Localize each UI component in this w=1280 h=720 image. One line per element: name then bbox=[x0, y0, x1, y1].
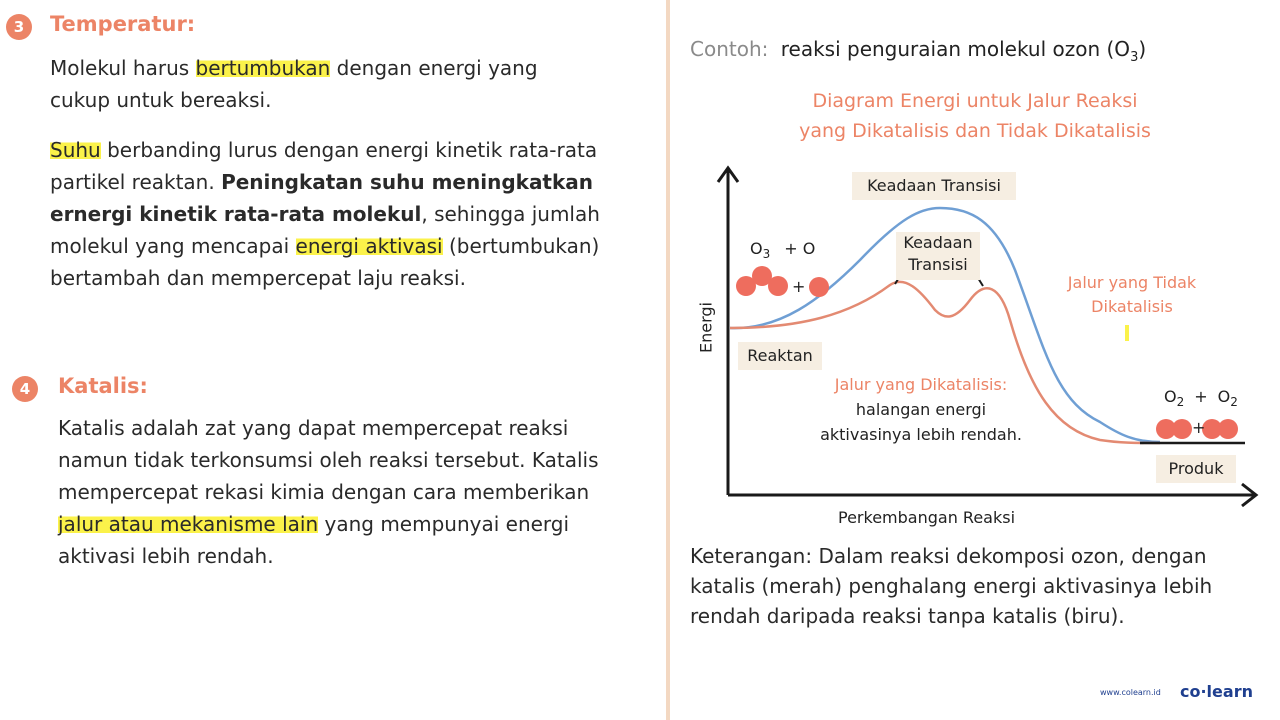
highlight-bertumbukan: bertumbukan bbox=[195, 56, 331, 80]
text-span: berbanding lurus dengan energi kinetik rata-rata bbox=[100, 138, 598, 162]
example-text: reaksi penguraian molekul ozon (O bbox=[780, 37, 1131, 61]
y-axis-label-wrap bbox=[686, 300, 726, 360]
o2-atom-2 bbox=[1172, 419, 1192, 439]
catalyzed-path-label-3: aktivasinya lebih rendah. bbox=[820, 425, 1022, 444]
product-plus-formula: + bbox=[1194, 387, 1208, 406]
highlight-energi-aktivasi: energi aktivasi bbox=[295, 234, 443, 258]
y-axis-label: Energi bbox=[696, 302, 716, 353]
column-divider bbox=[666, 0, 670, 720]
x-axis-label: Perkembangan Reaksi bbox=[838, 508, 1016, 527]
text-span: (bertumbukan) bbox=[442, 234, 600, 258]
reactant-formula bbox=[750, 238, 815, 265]
example-label: Contoh: bbox=[690, 37, 769, 61]
katalis-line-4 bbox=[58, 508, 569, 540]
highlight-suhu: Suhu bbox=[50, 138, 101, 162]
reactant-plus: + bbox=[792, 277, 806, 296]
example-subscript: 3 bbox=[1130, 50, 1139, 65]
brand-logo: co·learn bbox=[1180, 682, 1253, 701]
text-span: Molekul harus bbox=[50, 56, 196, 80]
catalyzed-path-label-2: halangan energi bbox=[855, 400, 987, 419]
diagram-title-line-2: yang Dikatalisis dan Tidak Dikatalisis bbox=[799, 120, 1151, 142]
section-number-3: 3 bbox=[6, 14, 32, 40]
temp-paragraph-2-line-4 bbox=[50, 230, 599, 262]
text-span: molekul yang mencapai bbox=[50, 234, 296, 258]
highlight-jalur-lain: jalur atau mekanisme lain bbox=[58, 512, 319, 536]
uncatalyzed-path-label-1: Jalur yang Tidak bbox=[1067, 273, 1197, 292]
temp-paragraph-2-line-1 bbox=[50, 134, 597, 166]
diagram-title-line-1: Diagram Energi untuk Jalur Reaksi bbox=[812, 90, 1138, 112]
o2-atom-4 bbox=[1218, 419, 1238, 439]
o3-letter: O bbox=[750, 239, 763, 258]
uncatalyzed-path-label-2: Dikatalisis bbox=[1091, 297, 1173, 316]
section-number-4: 4 bbox=[12, 376, 38, 402]
temp-paragraph-1-line-2: cukup untuk bereaksi. bbox=[50, 88, 272, 112]
catalyzed-path-label-1: Jalur yang Dikatalisis: bbox=[834, 375, 1008, 394]
label-reactant: Reaktan bbox=[738, 342, 822, 370]
o3-atom-3 bbox=[768, 276, 788, 296]
ts-cat-line-1: Keadaan bbox=[903, 233, 973, 252]
katalis-line-3: mempercepat rekasi kimia dengan cara memberikan bbox=[58, 480, 590, 504]
highlight-mark bbox=[1125, 325, 1129, 341]
example-close: ) bbox=[1138, 37, 1147, 61]
bold-text: Peningkatan suhu meningkatkan bbox=[221, 170, 594, 194]
o3-subscript: 3 bbox=[762, 247, 771, 262]
label-transition-state-catalyzed bbox=[896, 232, 980, 280]
temp-paragraph-2-line-2 bbox=[50, 166, 593, 198]
o2-subscript-2: 2 bbox=[1230, 395, 1238, 410]
o-atom bbox=[809, 277, 829, 297]
plus-o: + O bbox=[784, 239, 816, 258]
note-line-2: katalis (merah) penghalang energi aktivasinya lebih bbox=[690, 574, 1213, 598]
o2-letter-1: O bbox=[1164, 387, 1177, 406]
product-plus: + bbox=[1192, 418, 1206, 437]
section-title-temperatur: Temperatur: bbox=[50, 12, 196, 36]
brand-url: www.colearn.id bbox=[1100, 688, 1161, 697]
label-product: Produk bbox=[1156, 455, 1236, 483]
example-line bbox=[690, 34, 1146, 73]
product-formula bbox=[1164, 386, 1238, 413]
bold-text: ernergi kinetik rata-rata molekul bbox=[50, 202, 422, 226]
katalis-line-1: Katalis adalah zat yang dapat mempercepat reaksi bbox=[58, 416, 569, 440]
note-line-1: Keterangan: Dalam reaksi dekomposi ozon, dengan bbox=[690, 544, 1207, 568]
section-title-katalis: Katalis: bbox=[58, 374, 148, 398]
temp-paragraph-1-line-1 bbox=[50, 52, 538, 84]
text-span: yang mempunyai energi bbox=[318, 512, 570, 536]
temp-paragraph-2-line-5: bertambah dan mempercepat laju reaksi. bbox=[50, 266, 466, 290]
note-line-3: rendah daripada reaksi tanpa katalis (biru). bbox=[690, 604, 1125, 628]
o2-letter-2: O bbox=[1217, 387, 1231, 406]
label-transition-state-top: Keadaan Transisi bbox=[852, 172, 1016, 200]
o2-subscript-1: 2 bbox=[1176, 395, 1185, 410]
katalis-line-2: namun tidak terkonsumsi oleh reaksi tersebut. Katalis bbox=[58, 448, 599, 472]
text-span: , sehingga jumlah bbox=[421, 202, 600, 226]
text-span: partikel reaktan. bbox=[50, 170, 222, 194]
temp-paragraph-2-line-3 bbox=[50, 198, 600, 230]
text-span: dengan energi yang bbox=[330, 56, 538, 80]
ts-cat-line-2: Transisi bbox=[908, 255, 968, 274]
katalis-line-5: aktivasi lebih rendah. bbox=[58, 544, 274, 568]
